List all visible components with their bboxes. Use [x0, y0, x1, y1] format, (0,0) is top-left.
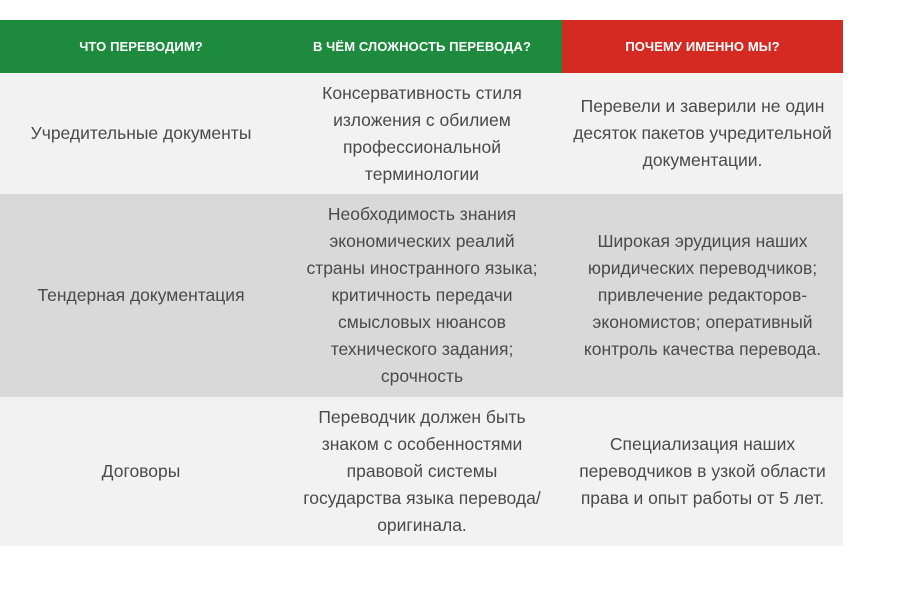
- table-row: [0, 194, 843, 397]
- cell-what: Договоры: [101, 461, 181, 481]
- cell-difficulty: Переводчик должен быть знаком с особенностями правовой системы государства языка перевода/оригинала.: [303, 407, 541, 535]
- comparison-table: [0, 20, 843, 546]
- cell-difficulty: Необходимость знания экономических реалий страны иностранного языка; критичность передачи смысловых нюансов технического задания; срочность: [306, 204, 538, 386]
- cell-why-us: Перевели и заверили не один десяток пакетов учредительной документации.: [573, 96, 832, 170]
- table-row: [0, 397, 843, 546]
- table-header: [0, 20, 843, 73]
- cell-why-us: Специализация наших переводчиков в узкой области права и опыт работы от 5 лет.: [579, 434, 826, 508]
- header-why-us: ПОЧЕМУ ИМЕННО МЫ?: [562, 20, 843, 73]
- cell-why-us: Широкая эрудиция наших юридических переводчиков; привлечение редакторов-экономистов; оперативный контроль качества перевода.: [583, 231, 822, 359]
- cell-what: Тендерная документация: [37, 285, 245, 305]
- cell-difficulty: Консервативность стиля изложения с обилием профессиональной терминологии: [322, 82, 522, 184]
- header-difficulty: В ЧЁМ СЛОЖНОСТЬ ПЕРЕВОДА?: [282, 20, 562, 73]
- cell-what: Учредительные документы: [30, 123, 252, 143]
- table-row: [0, 73, 843, 194]
- header-what: ЧТО ПЕРЕВОДИМ?: [0, 20, 282, 73]
